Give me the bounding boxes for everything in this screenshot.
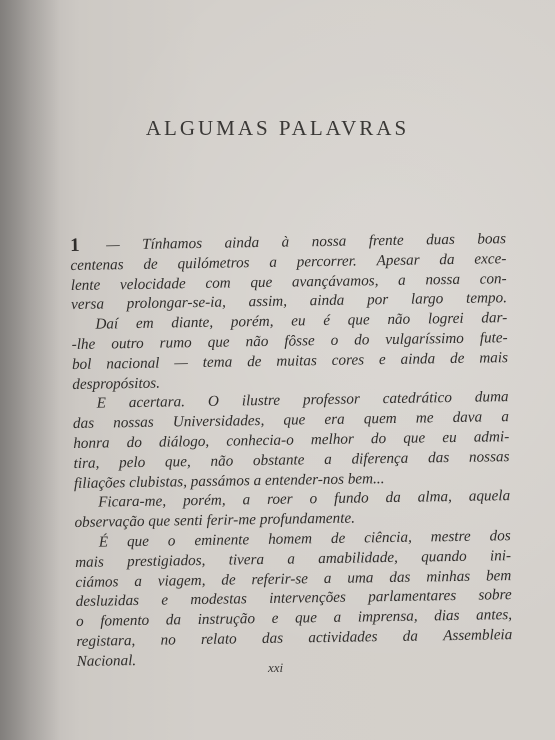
word: conhecia-o bbox=[226, 431, 294, 450]
word: a bbox=[324, 450, 332, 468]
word: boas bbox=[477, 230, 507, 248]
word: vulgaríssimo bbox=[385, 329, 464, 349]
word: diálogo, bbox=[158, 432, 210, 451]
word: E bbox=[96, 394, 107, 412]
word: que bbox=[283, 411, 306, 429]
word: que bbox=[403, 429, 426, 447]
word: da bbox=[165, 611, 182, 629]
word: con- bbox=[479, 269, 507, 288]
word: nossa bbox=[425, 270, 461, 289]
word: a bbox=[242, 491, 251, 509]
page-gutter-shadow bbox=[0, 0, 60, 740]
word: instrução bbox=[197, 610, 256, 629]
word: actividades bbox=[308, 628, 378, 647]
word: sobre bbox=[478, 586, 512, 604]
word: logrei bbox=[427, 310, 464, 328]
word: — bbox=[174, 353, 188, 372]
word: pelo bbox=[118, 453, 146, 472]
word: prolongar-se-ia, bbox=[126, 293, 226, 313]
word: diferença bbox=[351, 449, 409, 468]
word: parlamentares bbox=[368, 587, 457, 606]
word: nossas bbox=[468, 447, 510, 466]
page-number: xxi bbox=[268, 660, 284, 675]
word: mais bbox=[74, 553, 104, 571]
word: diante, bbox=[171, 313, 214, 332]
word: eu bbox=[442, 428, 457, 447]
word: nossa bbox=[311, 232, 347, 251]
word: da bbox=[439, 250, 455, 268]
word: homem bbox=[267, 530, 313, 548]
word: que bbox=[250, 273, 273, 291]
word: Universidades, bbox=[172, 412, 265, 431]
page-title: ALGUMAS PALAVRAS bbox=[145, 116, 410, 140]
word: que bbox=[347, 311, 370, 329]
word: Apesar bbox=[376, 251, 420, 269]
word: largo bbox=[410, 290, 444, 309]
word: a bbox=[287, 550, 296, 568]
word: de bbox=[246, 352, 262, 371]
word: que bbox=[294, 609, 318, 627]
word: porém, bbox=[182, 491, 226, 510]
word: nacional bbox=[106, 354, 160, 373]
word: fundo bbox=[333, 489, 369, 508]
word: modestas bbox=[190, 590, 247, 609]
word: dos bbox=[489, 527, 511, 545]
word: admi- bbox=[473, 428, 510, 446]
word: honra bbox=[73, 434, 110, 452]
word: dava bbox=[452, 408, 483, 427]
word: era bbox=[324, 410, 345, 429]
word: Tínhamos bbox=[141, 234, 203, 253]
word: alma, bbox=[417, 488, 452, 506]
word: velocidade bbox=[119, 274, 186, 293]
word: bem bbox=[485, 566, 512, 585]
word: a bbox=[134, 572, 143, 590]
word: da bbox=[385, 489, 401, 507]
word: que bbox=[126, 532, 150, 551]
word: quem bbox=[363, 410, 397, 428]
word: duma bbox=[474, 388, 509, 407]
word: é bbox=[323, 312, 331, 330]
word: relato bbox=[200, 630, 237, 648]
word: rumo bbox=[159, 334, 192, 352]
word: ainda bbox=[224, 234, 260, 252]
word: Assembleia bbox=[443, 626, 513, 645]
word: o bbox=[330, 331, 339, 349]
word: Ficara-me, bbox=[98, 492, 167, 511]
word: à bbox=[281, 233, 290, 251]
word: O bbox=[207, 393, 219, 411]
word: em bbox=[135, 314, 154, 333]
word: versa bbox=[70, 295, 105, 314]
word: de bbox=[221, 570, 236, 589]
word: desluzidas bbox=[75, 592, 140, 611]
word: ilustre bbox=[241, 392, 281, 410]
word: roer bbox=[266, 490, 293, 509]
word: fomento bbox=[100, 611, 150, 630]
word: quando bbox=[421, 547, 467, 566]
word: o bbox=[309, 490, 318, 508]
word: minhas bbox=[426, 567, 471, 585]
word: exce- bbox=[474, 249, 507, 268]
word: — bbox=[105, 236, 120, 254]
word: da bbox=[402, 627, 419, 645]
line-text: Nacional. bbox=[76, 651, 137, 670]
word: das bbox=[72, 414, 95, 433]
word: das bbox=[427, 448, 450, 467]
word: a bbox=[269, 253, 278, 271]
section-number: 1 bbox=[69, 234, 80, 256]
word: do bbox=[354, 331, 370, 349]
word: ciámos bbox=[75, 572, 119, 591]
word: -lhe bbox=[71, 335, 96, 353]
word: muitas bbox=[276, 351, 317, 370]
word: mestre bbox=[430, 527, 471, 546]
word: ainda bbox=[309, 292, 345, 310]
word: viagem, bbox=[157, 571, 206, 590]
word: antes, bbox=[475, 606, 513, 624]
word: tivera bbox=[228, 550, 265, 569]
word: referir-se bbox=[251, 569, 309, 588]
word: e bbox=[378, 350, 386, 368]
word: que, bbox=[164, 452, 191, 471]
word: e bbox=[161, 591, 169, 609]
word: e bbox=[271, 609, 279, 628]
word: eminente bbox=[194, 531, 250, 550]
word: percorrer. bbox=[296, 252, 357, 271]
line-text: observação que senti ferir-me profundamente. bbox=[74, 509, 356, 532]
word: não bbox=[245, 332, 269, 351]
word: mais bbox=[479, 348, 509, 367]
line-text: despropósitos. bbox=[72, 374, 161, 393]
word: tira, bbox=[73, 454, 100, 472]
word: de bbox=[449, 349, 465, 367]
word: registara, bbox=[76, 631, 136, 650]
word: fute- bbox=[479, 329, 508, 347]
word: tempo. bbox=[465, 289, 508, 308]
word: melhor bbox=[310, 430, 354, 449]
word: fôsse bbox=[284, 332, 315, 350]
word: me bbox=[415, 409, 434, 427]
word: não bbox=[210, 452, 234, 470]
word: o bbox=[75, 612, 84, 631]
word: eu bbox=[291, 312, 306, 330]
word: cores bbox=[331, 351, 365, 369]
word: a bbox=[333, 608, 342, 627]
word: de bbox=[143, 255, 158, 273]
word: imprensa, bbox=[357, 607, 418, 626]
word: bol bbox=[71, 355, 92, 373]
word: nossas bbox=[113, 413, 154, 432]
word: dar- bbox=[481, 309, 508, 327]
word: ini- bbox=[489, 546, 512, 565]
word: amabilidade, bbox=[318, 548, 399, 567]
word: outro bbox=[111, 334, 144, 353]
word: catedrático bbox=[382, 389, 453, 408]
word: uma bbox=[347, 568, 374, 587]
word: por bbox=[366, 291, 389, 309]
word: ciência, bbox=[364, 528, 412, 547]
body-text bbox=[70, 229, 513, 671]
word: porém, bbox=[230, 313, 274, 331]
word: É bbox=[98, 533, 109, 551]
word: duas bbox=[425, 230, 455, 249]
word: de bbox=[330, 529, 346, 547]
word: obstante bbox=[252, 451, 305, 469]
word: das bbox=[389, 568, 411, 586]
word: avançávamos, bbox=[291, 271, 379, 291]
word: a bbox=[397, 271, 406, 289]
word: a bbox=[501, 408, 510, 426]
word: ainda bbox=[400, 350, 436, 368]
word: com bbox=[205, 274, 231, 292]
word: professor bbox=[302, 390, 360, 409]
word: assim, bbox=[248, 292, 288, 311]
word: prestigiados, bbox=[126, 551, 206, 570]
word: que bbox=[207, 333, 230, 351]
word: dias bbox=[434, 607, 460, 625]
word: das bbox=[261, 629, 284, 647]
word: quilómetros bbox=[177, 253, 250, 273]
word: não bbox=[387, 310, 411, 329]
word: tema bbox=[202, 353, 233, 371]
word: intervenções bbox=[269, 589, 347, 608]
word: centenas bbox=[70, 255, 124, 274]
word: Daí bbox=[95, 315, 119, 333]
word: no bbox=[160, 631, 176, 649]
word: aquela bbox=[468, 487, 511, 506]
word: frente bbox=[368, 231, 404, 250]
word: o bbox=[167, 532, 176, 550]
word: do bbox=[370, 430, 387, 448]
word: a bbox=[323, 569, 332, 587]
line-text: filiações clubistas, passámos a entender-nos bem... bbox=[73, 469, 385, 492]
word: lente bbox=[70, 276, 101, 294]
word: acertara. bbox=[128, 393, 186, 412]
word: do bbox=[126, 433, 142, 452]
